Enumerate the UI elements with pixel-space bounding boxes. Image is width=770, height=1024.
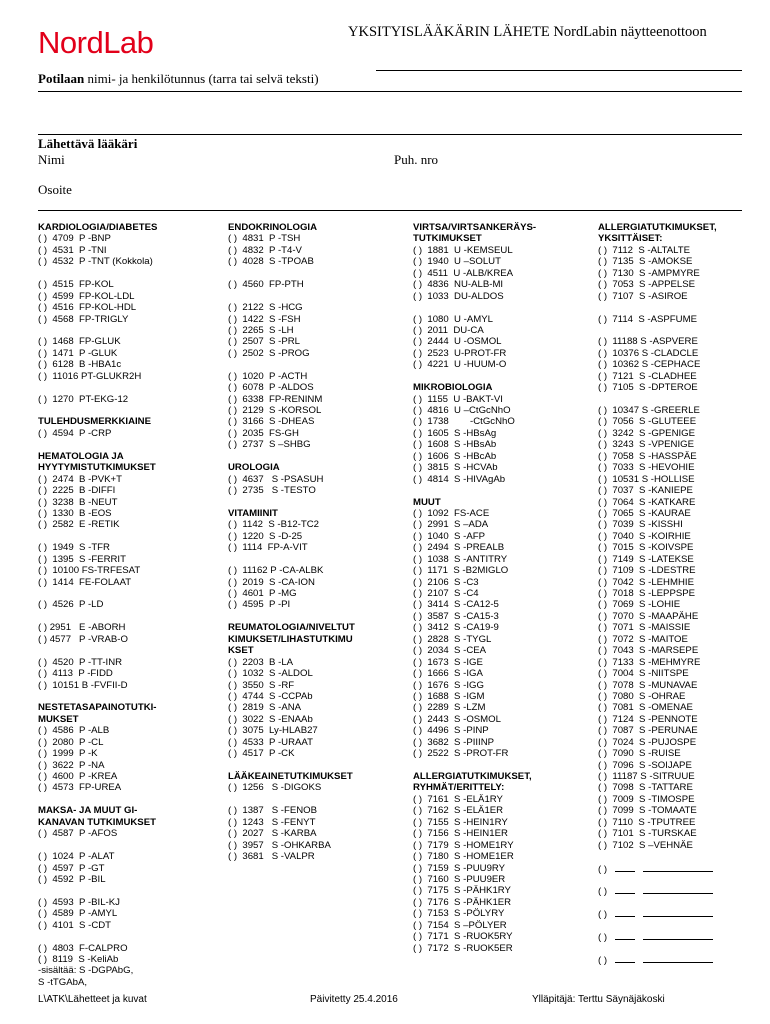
test-checkbox-item[interactable]: ( ) 2444 U -OSMOL bbox=[413, 336, 502, 348]
footer-maintainer: Ylläpitäjä: Terttu Säynäjäkoski bbox=[532, 994, 665, 1005]
spacer bbox=[38, 268, 223, 279]
test-checkbox-item[interactable]: ( ) 4587 P -AFOS bbox=[38, 828, 118, 840]
test-checkbox-item[interactable]: ( ) 7043 S -MARSEPE bbox=[598, 645, 699, 657]
section-heading: KIMUKSET/LIHASTUTKIMU bbox=[228, 633, 353, 645]
test-checkbox-item[interactable]: ( ) 1114 FP-A-VIT bbox=[228, 542, 308, 554]
test-checkbox-item[interactable]: ( ) 4515 FP-KOL bbox=[38, 279, 114, 291]
spacer bbox=[413, 485, 593, 496]
test-column-4 bbox=[598, 222, 748, 965]
checkbox-label: ( ) bbox=[598, 863, 608, 875]
test-checkbox-item[interactable]: ( ) 7156 S -HEIN1ER bbox=[413, 828, 508, 840]
form-title: YKSITYISLÄÄKÄRIN LÄHETE NordLabin näytteenottoon bbox=[348, 24, 707, 40]
section-heading: HEMATOLOGIA JA bbox=[38, 450, 124, 462]
test-checkbox-item[interactable]: ( ) 1032 S -ALDOL bbox=[228, 668, 313, 680]
code-blank[interactable] bbox=[615, 931, 635, 940]
test-checkbox-item[interactable]: -sisältää: S -DGPAbG, bbox=[38, 965, 134, 977]
test-checkbox-item[interactable]: ( ) 1738 -CtGcNhO bbox=[413, 416, 515, 428]
test-checkbox-item[interactable]: ( ) 1024 P -ALAT bbox=[38, 851, 115, 863]
test-checkbox-item[interactable]: ( ) 1395 S -FERRIT bbox=[38, 553, 126, 565]
test-checkbox-item[interactable]: ( ) 4531 P -TNI bbox=[38, 244, 107, 256]
spacer bbox=[228, 268, 408, 279]
test-checkbox-item[interactable]: ( ) 2011 DU-CA bbox=[413, 324, 484, 336]
test-checkbox-item[interactable]: ( ) 10100 FS-TRFESAT bbox=[38, 565, 141, 577]
test-checkbox-item[interactable]: ( ) 4600 P -KREA bbox=[38, 771, 118, 782]
test-checkbox-item[interactable]: ( ) 1471 P -GLUK bbox=[38, 347, 118, 359]
test-checkbox-item[interactable]: ( ) 1414 FE-FOLAAT bbox=[38, 576, 132, 588]
test-checkbox-item[interactable]: ( ) 2203 B -LA bbox=[228, 656, 294, 668]
test-checkbox-item[interactable]: ( ) 2474 B -PVK+T bbox=[38, 473, 122, 485]
test-checkbox-item[interactable]: ( ) 1092 FS-ACE bbox=[413, 507, 490, 519]
section-heading: RYHMÄT/ERITTELY: bbox=[413, 782, 505, 794]
test-checkbox-item[interactable]: ( ) 7121 S -CLADHEE bbox=[598, 370, 697, 382]
test-checkbox-item[interactable]: ( ) 2819 S -ANA bbox=[228, 702, 302, 714]
test-checkbox-item[interactable]: ( ) 2019 S -CA-ION bbox=[228, 576, 315, 588]
spacer bbox=[38, 691, 223, 702]
spacer bbox=[598, 897, 748, 908]
test-checkbox-item[interactable]: ( ) 7133 S -MEHMYRE bbox=[598, 656, 701, 668]
address-label: Osoite bbox=[38, 182, 72, 197]
spacer bbox=[228, 291, 408, 302]
spacer bbox=[413, 371, 593, 382]
spacer bbox=[413, 302, 593, 313]
test-checkbox-item[interactable]: ( ) 7175 S -PÄHK1RY bbox=[413, 885, 511, 897]
test-checkbox-item[interactable]: ( ) 1606 S -HBcAb bbox=[413, 450, 497, 462]
section-heading: MIKROBIOLOGIA bbox=[413, 382, 493, 394]
spacer bbox=[38, 840, 223, 851]
test-checkbox-item[interactable]: ( ) 7114 S -ASPFUME bbox=[598, 313, 697, 325]
test-checkbox-item[interactable]: ( ) 7099 S -TOMAATE bbox=[598, 805, 697, 817]
test-checkbox-item[interactable]: ( ) 7056 S -GLUTEEE bbox=[598, 416, 697, 428]
test-checkbox-item[interactable]: ( ) 1155 U -BAKT-VI bbox=[413, 393, 503, 405]
spacer bbox=[228, 611, 408, 622]
test-checkbox-item[interactable]: ( ) 2582 E -RETIK bbox=[38, 519, 120, 531]
spacer bbox=[38, 885, 223, 896]
test-checkbox-item[interactable]: ( ) 1142 S -B12-TC2 bbox=[228, 519, 319, 531]
spacer bbox=[598, 851, 748, 862]
test-checkbox-item[interactable]: ( ) 4113 P -FIDD bbox=[38, 668, 113, 680]
test-checkbox-item[interactable]: ( ) 2034 S -CEA bbox=[413, 645, 487, 657]
section-heading: VITAMIINIT bbox=[228, 507, 278, 519]
test-checkbox-item[interactable]: ( ) 7037 S -KANIEPE bbox=[598, 485, 693, 497]
test-checkbox-item[interactable]: ( ) 4101 S -CDT bbox=[38, 919, 112, 931]
test-checkbox-item[interactable]: ( ) 4816 U –CtGcNhO bbox=[413, 405, 511, 416]
test-checkbox-item[interactable]: ( ) 7180 S -HOME1ER bbox=[413, 851, 514, 863]
test-checkbox-item[interactable]: ( ) 7149 S -LATEKSE bbox=[598, 553, 694, 565]
test-checkbox-item[interactable]: ( ) 7081 S -OMENAE bbox=[598, 702, 693, 714]
section-heading: TUTKIMUKSET bbox=[413, 233, 482, 245]
test-checkbox-item[interactable]: ( ) 2507 S -PRL bbox=[228, 336, 300, 348]
test-checkbox-item[interactable]: ( ) 3815 S -HCVAb bbox=[413, 462, 498, 474]
section-heading: MUUT bbox=[413, 496, 441, 508]
test-checkbox-item[interactable]: ( ) 3957 S -OHKARBA bbox=[228, 839, 331, 851]
test-checkbox-item[interactable]: ( ) 1949 S -TFR bbox=[38, 542, 110, 554]
test-checkbox-item[interactable]: ( ) 3243 S -VPENIGE bbox=[598, 439, 694, 451]
test-checkbox-item[interactable]: ( ) 2265 S -LH bbox=[228, 324, 294, 336]
test-checkbox-item[interactable]: ( ) 1038 S -ANTITRY bbox=[413, 553, 508, 565]
test-checkbox-item[interactable]: ( ) 7058 S -HASSPÄE bbox=[598, 450, 697, 462]
test-checkbox-item[interactable]: ( ) 1422 S -FSH bbox=[228, 313, 301, 325]
section-heading: KANAVAN TUTKIMUKSET bbox=[38, 816, 156, 828]
patient-label bbox=[38, 71, 319, 87]
spacer bbox=[38, 645, 223, 656]
test-checkbox-item[interactable]: ( ) 4593 P -BIL-KJ bbox=[38, 896, 120, 908]
test-checkbox-item[interactable]: ( ) 11162 P -CA-ALBK bbox=[228, 565, 324, 577]
test-checkbox-item[interactable]: ( ) 4568 FP-TRIGLY bbox=[38, 313, 129, 325]
patient-label-rest: nimi- ja henkilötunnus (tarra tai selvä teksti) bbox=[84, 71, 319, 86]
test-checkbox-item[interactable]: ( ) 1080 U -AMYL bbox=[413, 313, 493, 325]
test-checkbox-item[interactable]: ( ) 4832 P -T4-V bbox=[228, 244, 302, 256]
divider bbox=[38, 210, 742, 211]
test-checkbox-item[interactable]: ( ) 2129 S -KORSOL bbox=[228, 405, 322, 416]
test-checkbox-item[interactable]: ( ) 3166 S -DHEAS bbox=[228, 416, 315, 428]
spacer bbox=[598, 920, 748, 931]
section-heading: KARDIOLOGIA/DIABETES bbox=[38, 222, 158, 233]
test-blank[interactable] bbox=[643, 885, 713, 894]
test-checkbox-item[interactable]: ( ) 7078 S -MUNAVAE bbox=[598, 679, 698, 691]
test-checkbox-item[interactable]: ( ) 3550 S -RF bbox=[228, 679, 295, 691]
test-checkbox-item[interactable]: ( ) 7072 S -MAITOE bbox=[598, 633, 688, 645]
section-heading: TULEHDUSMERKKIAINE bbox=[38, 416, 151, 428]
test-checkbox-item[interactable]: ( ) 7102 S –VEHNÄE bbox=[598, 839, 693, 851]
test-checkbox-item[interactable]: ( ) 4803 F-CALPRO bbox=[38, 942, 128, 954]
code-blank[interactable] bbox=[615, 885, 635, 894]
test-checkbox-item[interactable]: ( ) 4831 P -TSH bbox=[228, 233, 301, 245]
test-checkbox-item[interactable]: ( ) 10531 S -HOLLISE bbox=[598, 473, 695, 485]
spacer bbox=[38, 405, 223, 416]
test-checkbox-item[interactable]: ( ) 8119 S -KeliAb bbox=[38, 954, 119, 965]
test-checkbox-item[interactable]: ( ) 3682 S -PIIINP bbox=[413, 736, 495, 748]
test-checkbox-item[interactable]: ( ) 4496 S -PINP bbox=[413, 725, 489, 737]
section-heading: MAKSA- JA MUUT GI- bbox=[38, 805, 138, 817]
test-checkbox-item[interactable]: ( ) 7112 S -ALTALTE bbox=[598, 244, 691, 256]
logo-text: NordLab bbox=[38, 26, 154, 60]
section-heading: REUMATOLOGIA/NIVELTUT bbox=[228, 622, 355, 634]
test-checkbox-item[interactable]: ( ) 6078 P -ALDOS bbox=[228, 382, 314, 394]
test-checkbox-item[interactable]: ( ) 7070 S -MAAPÄHE bbox=[598, 610, 699, 622]
test-checkbox-item[interactable]: ( ) 7130 S -AMPMYRE bbox=[598, 267, 700, 279]
test-checkbox-item[interactable]: ( ) 7098 S -TATTARE bbox=[598, 782, 693, 794]
spacer bbox=[228, 451, 408, 462]
test-blank[interactable] bbox=[643, 863, 713, 872]
test-checkbox-item[interactable]: ( ) 1256 S -DIGOKS bbox=[228, 782, 322, 794]
section-heading: UROLOGIA bbox=[228, 462, 280, 474]
code-blank[interactable] bbox=[615, 954, 635, 963]
test-checkbox-item[interactable]: ( ) 7033 S -HEVOHIE bbox=[598, 462, 695, 474]
test-checkbox-item[interactable]: ( ) 1020 P -ACTH bbox=[228, 370, 308, 382]
test-checkbox-item[interactable]: ( ) 4709 P -BNP bbox=[38, 233, 111, 245]
test-checkbox-item[interactable]: ( ) 1270 PT-EKG-12 bbox=[38, 393, 129, 405]
test-checkbox-item[interactable]: ( ) 1673 S -IGE bbox=[413, 656, 483, 668]
test-checkbox-item[interactable]: ( ) 10376 S -CLADCLE bbox=[598, 347, 699, 359]
test-column-3 bbox=[413, 222, 593, 954]
test-checkbox-item[interactable]: ( ) 10347 S -GREERLE bbox=[598, 405, 700, 416]
patient-label-bold: Potilaan bbox=[38, 71, 85, 86]
test-checkbox-item[interactable]: ( ) 3622 P -NA bbox=[38, 759, 105, 771]
test-checkbox-item[interactable]: ( ) 7069 S -LOHIE bbox=[598, 599, 681, 611]
test-checkbox-item[interactable]: ( ) 3022 S -ENAAb bbox=[228, 713, 313, 725]
test-checkbox-item[interactable]: ( ) 3414 S -CA12-5 bbox=[413, 599, 499, 611]
test-checkbox-item[interactable]: ( ) 1243 S -FENYT bbox=[228, 816, 316, 828]
test-checkbox-item[interactable]: ( ) 4601 P -MG bbox=[228, 588, 297, 599]
spacer bbox=[38, 325, 223, 336]
test-checkbox-item[interactable]: ( ) 1387 S -FENOB bbox=[228, 805, 318, 817]
test-checkbox-item[interactable]: ( ) 4517 P -CK bbox=[228, 748, 295, 760]
signature-line bbox=[376, 70, 742, 71]
test-checkbox-item[interactable]: ( ) 1330 B -EOS bbox=[38, 507, 112, 519]
test-checkbox-item[interactable]: ( ) 2289 S -LZM bbox=[413, 702, 486, 714]
test-checkbox-item[interactable]: ( ) 4520 P -TT-INR bbox=[38, 656, 123, 668]
test-checkbox-item[interactable]: ( ) 7009 S -TIMOSPE bbox=[598, 793, 695, 805]
test-checkbox-item[interactable]: ( ) 6128 B -HBA1c bbox=[38, 359, 122, 371]
test-checkbox-item[interactable]: ( ) 4599 FP-KOL-LDL bbox=[38, 290, 135, 302]
test-checkbox-item[interactable]: ( ) 3238 B -NEUT bbox=[38, 496, 118, 508]
test-checkbox-item[interactable]: ( ) 7015 S -KOIVSPE bbox=[598, 542, 694, 554]
spacer bbox=[228, 794, 408, 805]
test-checkbox-item[interactable]: ( ) 1999 P -K bbox=[38, 748, 98, 760]
test-checkbox-item[interactable]: ( ) 2443 S -OSMOL bbox=[413, 713, 501, 725]
spacer bbox=[228, 554, 408, 565]
test-checkbox-item[interactable]: ( ) 1605 S -HBsAg bbox=[413, 427, 497, 439]
test-checkbox-item[interactable]: ( ) 3412 S -CA19-9 bbox=[413, 622, 499, 634]
free-entry-row[interactable] bbox=[598, 863, 748, 874]
test-checkbox-item[interactable]: ( ) 4814 S -HIVAgAb bbox=[413, 473, 506, 485]
section-heading: NESTETASAPAINOTUTKI- bbox=[38, 702, 157, 714]
test-checkbox-item[interactable]: ( ) 7107 S -ASIROE bbox=[598, 290, 688, 302]
test-checkbox-item[interactable]: ( ) 1040 S -AFP bbox=[413, 530, 485, 542]
test-checkbox-item[interactable]: ( ) 3075 Ly-HLAB27 bbox=[228, 725, 318, 737]
test-checkbox-item[interactable]: ( ) 2951 E -ABORH bbox=[38, 622, 126, 634]
test-checkbox-item[interactable]: ( ) 7176 S -PÄHK1ER bbox=[413, 896, 512, 908]
free-entry-row[interactable] bbox=[598, 908, 748, 919]
test-checkbox-item[interactable]: ( ) 4592 P -BIL bbox=[38, 873, 106, 885]
test-checkbox-item[interactable]: ( ) 7124 S -PENNOTE bbox=[598, 713, 698, 725]
checkbox-label: ( ) bbox=[598, 932, 608, 944]
test-blank[interactable] bbox=[643, 931, 713, 940]
test-checkbox-item[interactable]: ( ) 1033 DU-ALDOS bbox=[413, 290, 504, 302]
test-checkbox-item[interactable]: ( ) 3242 S -GPENIGE bbox=[598, 427, 696, 439]
test-checkbox-item[interactable]: ( ) 3681 S -VALPR bbox=[228, 851, 315, 863]
checkbox-label: ( ) bbox=[598, 886, 608, 898]
test-checkbox-item[interactable]: ( ) 7153 S -PÖLYRY bbox=[413, 908, 505, 920]
test-checkbox-item[interactable]: ( ) 7109 S -LDESTRE bbox=[598, 565, 696, 577]
checkbox-label: ( ) bbox=[598, 955, 608, 966]
code-blank[interactable] bbox=[615, 863, 635, 872]
spacer bbox=[598, 325, 748, 336]
test-checkbox-item[interactable]: ( ) 4028 S -TPOAB bbox=[228, 256, 314, 268]
test-checkbox-item[interactable]: ( ) 3587 S -CA15-3 bbox=[413, 610, 499, 622]
section-heading: MUKSET bbox=[38, 713, 79, 725]
checkbox-label: ( ) bbox=[598, 909, 608, 921]
test-checkbox-item[interactable]: ( ) 10362 S -CEPHACE bbox=[598, 359, 701, 371]
test-checkbox-item[interactable]: ( ) 1676 S -IGG bbox=[413, 679, 484, 691]
test-checkbox-item[interactable]: ( ) 1688 S -IGM bbox=[413, 690, 485, 702]
section-heading: VIRTSA/VIRTSANKERÄYS- bbox=[413, 222, 537, 233]
test-checkbox-item[interactable]: ( ) 7160 S -PUU9ER bbox=[413, 873, 506, 885]
test-checkbox-item[interactable]: ( ) 7159 S -PUU9RY bbox=[413, 862, 506, 874]
code-blank[interactable] bbox=[615, 908, 635, 917]
footer-path: L\ATK\Lähetteet ja kuvat bbox=[38, 994, 147, 1005]
test-blank[interactable] bbox=[643, 954, 713, 963]
test-checkbox-item[interactable]: ( ) 7155 S -HEIN1RY bbox=[413, 816, 508, 828]
spacer bbox=[38, 439, 223, 450]
test-checkbox-item[interactable]: ( ) 4526 P -LD bbox=[38, 599, 104, 611]
test-checkbox-item[interactable]: ( ) 4532 P -TNT (Kokkola) bbox=[38, 256, 153, 268]
test-checkbox-item[interactable]: ( ) 7110 S -TPUTREE bbox=[598, 816, 696, 828]
test-checkbox-item[interactable]: ( ) 10151 B -FVFII-D bbox=[38, 679, 128, 691]
test-checkbox-item[interactable]: ( ) 7105 S -DPTEROE bbox=[598, 382, 698, 394]
test-checkbox-item[interactable]: ( ) 7087 S -PERUNAE bbox=[598, 725, 698, 737]
spacer bbox=[38, 931, 223, 942]
spacer bbox=[598, 943, 748, 954]
test-checkbox-item[interactable]: ( ) 4589 P -AMYL bbox=[38, 908, 118, 920]
test-checkbox-item[interactable]: ( ) 7039 S -KISSHI bbox=[598, 519, 683, 531]
spacer bbox=[38, 531, 223, 542]
test-checkbox-item[interactable]: ( ) 2225 B -DIFFI bbox=[38, 485, 116, 497]
test-checkbox-item[interactable]: ( ) 7172 S -RUOK5ER bbox=[413, 942, 513, 954]
test-checkbox-item[interactable]: ( ) 7024 S -PUJOSPE bbox=[598, 736, 697, 748]
section-heading: YKSITTÄISET: bbox=[598, 233, 663, 245]
test-checkbox-item[interactable]: ( ) 7065 S -KAURAE bbox=[598, 507, 691, 519]
test-checkbox-item[interactable]: ( ) 11188 S -ASPVERE bbox=[598, 336, 698, 348]
free-entry-row[interactable] bbox=[598, 885, 748, 896]
test-checkbox-item[interactable]: ( ) 4560 FP-PTH bbox=[228, 279, 304, 291]
test-checkbox-item[interactable]: ( ) 2107 S -C4 bbox=[413, 588, 479, 599]
test-checkbox-item[interactable]: ( ) 2735 S -TESTO bbox=[228, 485, 316, 497]
test-checkbox-item[interactable]: ( ) 1940 U –SOLUT bbox=[413, 256, 501, 268]
test-checkbox-item[interactable]: ( ) 1608 S -HBsAb bbox=[413, 439, 497, 451]
test-blank[interactable] bbox=[643, 908, 713, 917]
test-checkbox-item[interactable]: ( ) 1220 S -D-25 bbox=[228, 530, 303, 542]
phone-label: Puh. nro bbox=[394, 152, 439, 167]
spacer bbox=[38, 794, 223, 805]
test-checkbox-item[interactable]: ( ) 7171 S -RUOK5RY bbox=[413, 931, 513, 943]
test-checkbox-item[interactable]: ( ) 4836 NU-ALB-MI bbox=[413, 279, 504, 291]
section-heading: HYYTYMISTUTKIMUKSET bbox=[38, 462, 156, 474]
test-checkbox-item[interactable]: ( ) 2502 S -PROG bbox=[228, 347, 310, 359]
test-checkbox-item[interactable]: ( ) 4573 FP-UREA bbox=[38, 782, 122, 794]
test-checkbox-item[interactable]: ( ) 2035 FS-GH bbox=[228, 427, 299, 439]
test-checkbox-item[interactable]: ( ) 2080 P -CL bbox=[38, 736, 104, 748]
test-column-1 bbox=[38, 222, 223, 988]
test-checkbox-item[interactable]: ( ) 7064 S -KATKARE bbox=[598, 496, 696, 508]
spacer bbox=[598, 394, 748, 405]
test-checkbox-item[interactable]: ( ) 2494 S -PREALB bbox=[413, 542, 505, 554]
test-checkbox-item[interactable]: ( ) 1171 S -B2MIGLO bbox=[413, 565, 509, 577]
test-checkbox-item[interactable]: ( ) 4516 FP-KOL-HDL bbox=[38, 302, 137, 314]
test-checkbox-item[interactable]: ( ) 4577 P -VRAB-O bbox=[38, 633, 128, 645]
test-checkbox-item[interactable]: ( ) 7040 S -KOIRHIE bbox=[598, 530, 691, 542]
section-heading: ALLERGIATUTKIMUKSET, bbox=[598, 222, 717, 233]
test-checkbox-item[interactable]: ( ) 1666 S -IGA bbox=[413, 668, 483, 680]
test-checkbox-item[interactable]: ( ) 2523 U-PROT-FR bbox=[413, 347, 507, 359]
spacer bbox=[38, 611, 223, 622]
free-entry-row[interactable] bbox=[598, 931, 748, 942]
test-checkbox-item[interactable]: ( ) 7162 S -ELÄ1ER bbox=[413, 805, 504, 817]
test-checkbox-item[interactable]: ( ) 7090 S -RUISE bbox=[598, 748, 681, 760]
test-checkbox-item[interactable]: ( ) 7004 S -NIITSPE bbox=[598, 668, 689, 680]
test-checkbox-item[interactable]: ( ) 2828 S -TYGL bbox=[413, 633, 492, 645]
spacer bbox=[38, 382, 223, 393]
test-column-2 bbox=[228, 222, 408, 863]
test-checkbox-item[interactable]: ( ) 7042 S -LEHMHIE bbox=[598, 576, 694, 588]
test-checkbox-item[interactable]: ( ) 6338 FP-RENINM bbox=[228, 393, 323, 405]
test-checkbox-item[interactable]: ( ) 7161 S -ELÄ1RY bbox=[413, 793, 503, 805]
section-heading: LÄÄKEAINETUTKIMUKSET bbox=[228, 771, 353, 782]
test-checkbox-item[interactable]: ( ) 2991 S –ADA bbox=[413, 519, 489, 531]
test-checkbox-item[interactable]: ( ) 4637 S -PSASUH bbox=[228, 473, 324, 485]
test-checkbox-item[interactable]: ( ) 4533 P -URAAT bbox=[228, 736, 313, 748]
spacer bbox=[228, 359, 408, 370]
name-label: Nimi bbox=[38, 152, 65, 167]
test-checkbox-item[interactable]: ( ) 1881 U -KEMSEUL bbox=[413, 244, 513, 256]
spacer bbox=[598, 874, 748, 885]
test-checkbox-item[interactable]: ( ) 4511 U -ALB/KREA bbox=[413, 267, 514, 279]
test-checkbox-item[interactable]: ( ) 2737 S –SHBG bbox=[228, 439, 311, 451]
test-checkbox-item[interactable]: ( ) 11187 S -SITRUUE bbox=[598, 771, 695, 782]
test-checkbox-item[interactable]: ( ) 4594 P -CRP bbox=[38, 427, 112, 439]
footer-updated: Päivitetty 25.4.2016 bbox=[310, 994, 398, 1005]
referrer-heading: Lähettävä lääkäri bbox=[38, 136, 138, 151]
test-checkbox-item[interactable]: ( ) 7096 S -SOIJAPE bbox=[598, 759, 692, 771]
test-checkbox-item[interactable]: ( ) 7018 S -LEPPSPE bbox=[598, 588, 696, 599]
test-checkbox-item[interactable]: ( ) 7071 S -MAISSIE bbox=[598, 622, 691, 634]
test-checkbox-item[interactable]: ( ) 2027 S -KARBA bbox=[228, 828, 317, 840]
divider bbox=[38, 91, 742, 92]
divider bbox=[38, 134, 742, 135]
test-checkbox-item[interactable]: ( ) 4597 P -GT bbox=[38, 862, 105, 874]
section-heading: ALLERGIATUTKIMUKSET, bbox=[413, 771, 532, 782]
test-checkbox-item[interactable]: ( ) 1468 FP-GLUK bbox=[38, 336, 121, 348]
test-checkbox-item[interactable]: ( ) 7053 S -APPELSE bbox=[598, 279, 696, 291]
test-checkbox-item[interactable]: ( ) 4595 P -PI bbox=[228, 599, 291, 611]
spacer bbox=[228, 497, 408, 508]
spacer bbox=[413, 760, 593, 771]
test-checkbox-item[interactable]: ( ) 7080 S -OHRAE bbox=[598, 690, 686, 702]
test-checkbox-item[interactable]: ( ) 2106 S -C3 bbox=[413, 576, 479, 588]
nordlab-logo bbox=[38, 26, 198, 60]
test-checkbox-item[interactable]: ( ) 4586 P -ALB bbox=[38, 725, 110, 737]
test-checkbox-item[interactable]: ( ) 7135 S -AMOKSE bbox=[598, 256, 693, 268]
test-checkbox-item[interactable]: ( ) 4744 S -CCPAb bbox=[228, 690, 313, 702]
test-checkbox-item[interactable]: S -tTGAbA, bbox=[38, 976, 88, 988]
spacer bbox=[598, 302, 748, 313]
free-entry-row[interactable] bbox=[598, 954, 748, 965]
test-checkbox-item[interactable]: ( ) 7101 S -TURSKAE bbox=[598, 828, 697, 840]
test-checkbox-item[interactable]: ( ) 2122 S -HCG bbox=[228, 302, 303, 314]
test-checkbox-item[interactable]: ( ) 2522 S -PROT-FR bbox=[413, 748, 509, 760]
section-heading: ENDOKRINOLOGIA bbox=[228, 222, 318, 233]
spacer bbox=[228, 760, 408, 771]
test-checkbox-item[interactable]: ( ) 7154 S –PÖLYER bbox=[413, 919, 507, 931]
test-checkbox-item[interactable]: ( ) 11016 PT-GLUKR2H bbox=[38, 370, 142, 382]
test-checkbox-item[interactable]: ( ) 4221 U -HUUM-O bbox=[413, 359, 507, 371]
section-heading: KSET bbox=[228, 645, 254, 657]
spacer bbox=[38, 588, 223, 599]
test-checkbox-item[interactable]: ( ) 7179 S -HOME1RY bbox=[413, 839, 514, 851]
